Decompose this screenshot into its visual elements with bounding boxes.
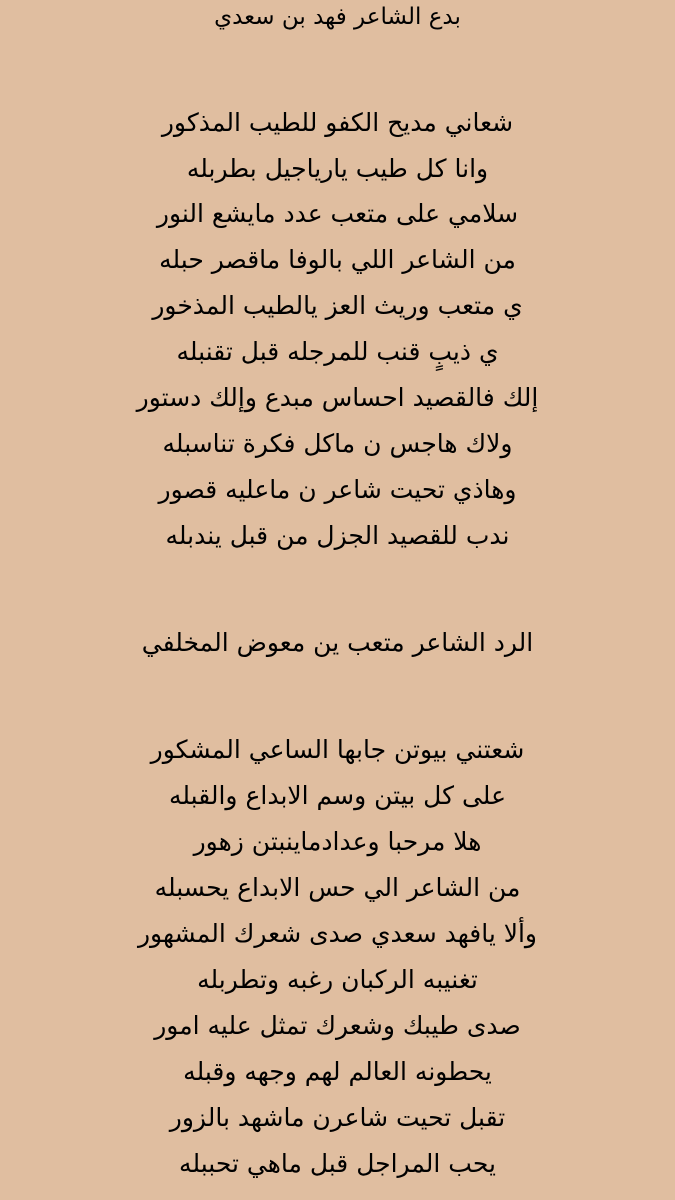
poem1-verse-1: شعاني مديح الكفو للطيب المذكور bbox=[161, 108, 514, 137]
poem1-verse-8: ولاك هاجس ن ماكل فكرة تناسبله bbox=[162, 429, 513, 458]
poem2-verse-6: تغنيبه الركبان رغبه وتطربله bbox=[197, 965, 478, 994]
poem2-verse-9: تقبل تحيت شاعرن ماشهد بالزور bbox=[169, 1103, 506, 1132]
poem2-verse-8: يحطونه العالم لهم وجهه وقبله bbox=[183, 1057, 492, 1086]
poem1-verse-4: من الشاعر اللي بالوفا ماقصر حبله bbox=[159, 245, 516, 274]
poem1-verse-6: ي ذيبٍ قنب للمرجله قبل تقنبله bbox=[176, 337, 499, 366]
poem1-verse-5: ي متعب وريث العز يالطيب المذخور bbox=[152, 291, 523, 320]
page-title: بدع الشاعر فهد بن سعدي bbox=[214, 4, 461, 30]
poem2-verse-10: يحب المراجل قبل ماهي تحببله bbox=[179, 1149, 496, 1178]
poem1-verse-10: ندب للقصيد الجزل من قبل يندبله bbox=[165, 521, 510, 550]
poem2-verse-3: هلا مرحبا وعدادماينبتن زهور bbox=[193, 827, 482, 856]
poem1-verse-3: سلامي على متعب عدد مايشع النور bbox=[156, 199, 519, 228]
reply-heading: الرد الشاعر متعب ين معوض المخلفي bbox=[141, 628, 534, 657]
poem2-verse-1: شعتني بيوتن جابها الساعي المشكور bbox=[150, 735, 525, 764]
poem2-verse-2: على كل بيتن وسم الابداع والقبله bbox=[169, 781, 506, 810]
poem2-verse-7: صدى طيبك وشعرك تمثل عليه امور bbox=[154, 1011, 521, 1040]
poem2-verse-5: وألا يافهد سعدي صدى شعرك المشهور bbox=[137, 919, 538, 948]
poem1-verse-2: وانا كل طيب ياريا‌جيل بطربله bbox=[186, 154, 489, 183]
poem1-verse-7: إلك فالقصيد احساس مبدع وإلك دستور bbox=[136, 383, 539, 412]
poem1-verse-9: وهاذي تحيت شاعر ن ماعليه قصور bbox=[158, 475, 517, 504]
poem2-verse-4: من الشاعر الي حس الابداع يحسبله bbox=[154, 873, 521, 902]
